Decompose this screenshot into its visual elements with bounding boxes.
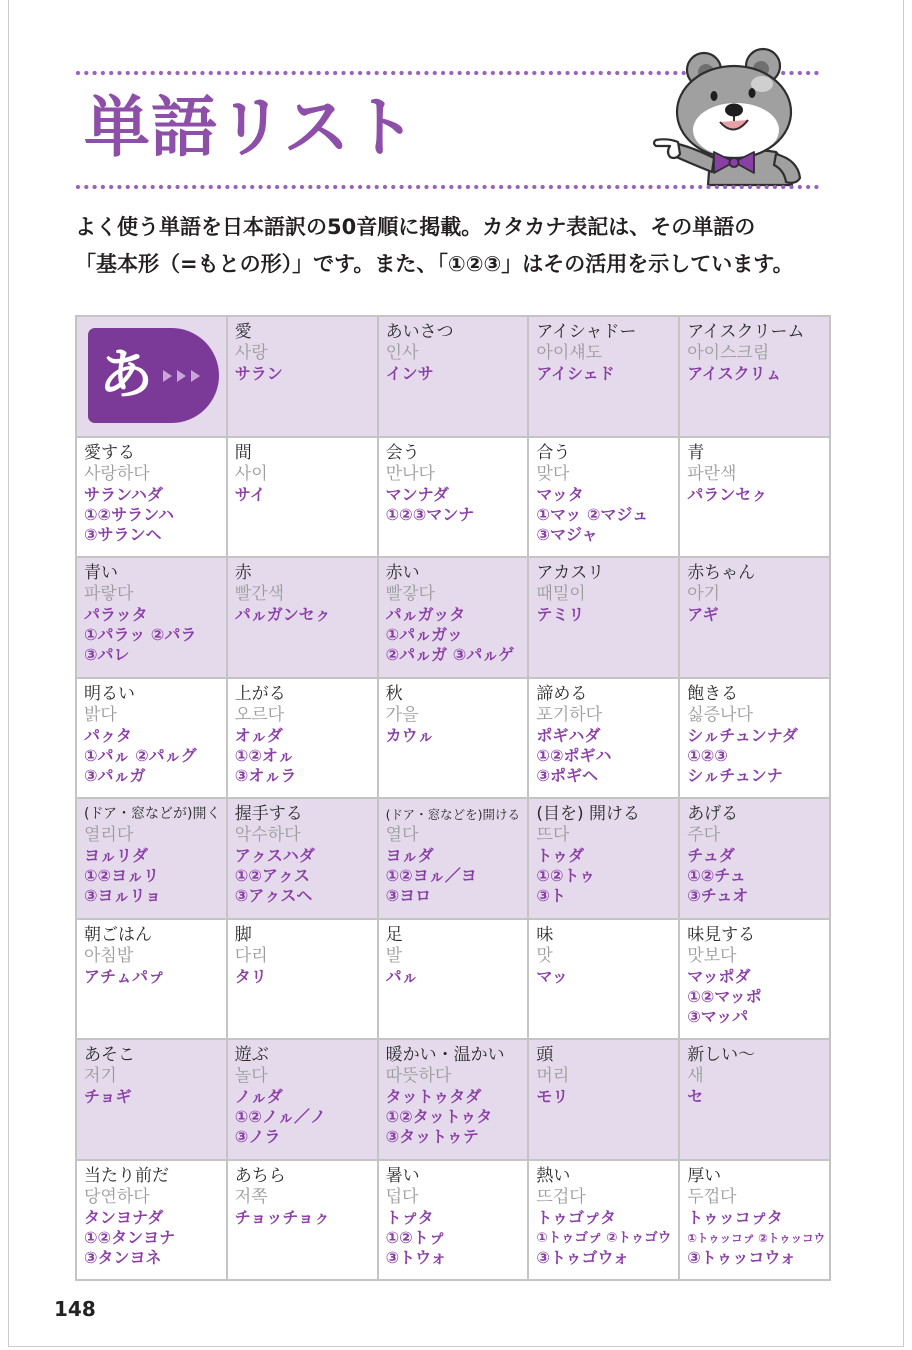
- korean-word: 열리다: [84, 825, 134, 845]
- katakana-reading: ①パㇽ ②パㇽグ: [84, 745, 197, 765]
- word-entry: [680, 679, 831, 800]
- japanese-word: 秋: [385, 683, 403, 704]
- word-entry: [228, 317, 379, 438]
- japanese-word: 遊ぶ: [234, 1045, 269, 1065]
- korean-word: 포기하다: [536, 704, 603, 725]
- korean-word: 맛보다: [687, 945, 737, 966]
- korean-word: 아기: [687, 584, 721, 604]
- korean-word: 악수하다: [234, 825, 301, 845]
- katakana-reading: カウㇽ: [385, 725, 434, 745]
- katakana-reading: トゥゴㇷ゚タ: [536, 1207, 616, 1227]
- japanese-word: 足: [385, 924, 403, 945]
- katakana-reading: パㇽガッタ: [385, 605, 466, 624]
- katakana-reading: ①②オㇽ: [234, 745, 294, 765]
- korean-word: 아이스크림: [687, 343, 770, 363]
- korean-word: 당연하다: [84, 1186, 150, 1207]
- katakana-reading: アㇰスハダ: [234, 846, 315, 865]
- korean-word: 빨간색: [234, 584, 285, 604]
- korean-word: 새: [687, 1066, 704, 1086]
- korean-word: 사랑하다: [84, 463, 150, 484]
- word-entry: [529, 438, 680, 559]
- section-kana: あ: [99, 343, 153, 406]
- katakana-reading: アイスクリㇺ: [687, 364, 782, 383]
- katakana-reading: ①②アㇰス: [234, 866, 310, 885]
- word-entry: [379, 1161, 530, 1282]
- korean-word: 맛: [536, 945, 553, 966]
- katakana-reading: ポギハダ: [536, 725, 601, 745]
- word-entry: [379, 558, 530, 679]
- word-entry: [379, 799, 530, 920]
- word-entry: [680, 920, 831, 1041]
- korean-word: 발: [385, 945, 403, 966]
- word-entry: [680, 1161, 831, 1282]
- word-entry: [379, 1040, 530, 1161]
- section-tab-cell: [77, 317, 228, 438]
- katakana-reading: ①パラッ ②パラ: [84, 625, 197, 644]
- japanese-word: 愛: [234, 322, 252, 342]
- triangle-arrows-icon: [163, 369, 205, 383]
- katakana-reading: ヨㇽダ: [385, 846, 434, 865]
- japanese-word: 脚: [234, 924, 252, 945]
- japanese-word: あちら: [234, 1165, 286, 1186]
- korean-word: 아침밥: [84, 945, 134, 966]
- korean-word: 밝다: [84, 704, 117, 725]
- japanese-word: あいさつ: [385, 322, 454, 342]
- korean-word: 머리: [536, 1066, 570, 1086]
- katakana-reading: ②パㇽガ ③パㇽゲ: [385, 645, 515, 664]
- katakana-reading: セ: [687, 1087, 704, 1106]
- japanese-word: 暖かい・温かい: [385, 1045, 505, 1065]
- japanese-word: (目を) 開ける: [536, 804, 641, 824]
- word-entry: [680, 799, 831, 920]
- japanese-word: アイシャドー: [536, 322, 637, 342]
- word-entry: [228, 1161, 379, 1282]
- japanese-word: 明るい: [84, 683, 135, 704]
- intro-text-line: 「基本形（=もとの形）」です。また、「①②③」はその活用を示しています。: [75, 252, 794, 276]
- katakana-reading: マッ: [536, 966, 568, 986]
- katakana-reading: ①②マッポ: [687, 986, 762, 1006]
- katakana-reading: チョッチョㇰ: [234, 1207, 330, 1227]
- korean-word: 싫증나다: [687, 704, 753, 725]
- korean-word: 파란색: [687, 463, 737, 484]
- word-entry: [379, 317, 530, 438]
- korean-word: 파랗다: [84, 584, 134, 604]
- bear-mascot-icon: [650, 42, 810, 187]
- japanese-word: 頭: [536, 1045, 554, 1065]
- katakana-reading: ①②タットゥタ: [385, 1107, 493, 1126]
- katakana-reading: トゥダ: [536, 846, 584, 865]
- katakana-reading: ①②サランハ: [84, 504, 174, 524]
- japanese-word: あそこ: [84, 1045, 135, 1065]
- katakana-reading: ③タンヨネ: [84, 1247, 162, 1267]
- japanese-word: 赤い: [385, 563, 420, 583]
- word-entry: [228, 799, 379, 920]
- word-entry: [529, 799, 680, 920]
- word-entry: [680, 438, 831, 559]
- katakana-reading: ①トゥゴㇷ゚ ②トゥゴウ: [536, 1229, 672, 1246]
- korean-word: 뜨겁다: [536, 1186, 586, 1207]
- word-entry: [529, 1040, 680, 1161]
- japanese-word: 赤: [234, 563, 252, 583]
- dotted-rule-bottom: [75, 184, 821, 190]
- japanese-word: 握手する: [234, 804, 303, 824]
- katakana-reading: ③トゥゴウォ: [536, 1247, 629, 1267]
- word-entry: [77, 558, 228, 679]
- korean-word: 오르다: [234, 704, 285, 725]
- katakana-reading: ③トウォ: [385, 1247, 447, 1267]
- korean-word: 사이: [234, 463, 268, 484]
- katakana-reading: パラッタ: [84, 605, 148, 624]
- katakana-reading: パランセㇰ: [687, 484, 768, 504]
- word-entry: [228, 558, 379, 679]
- katakana-reading: ③マッパ: [687, 1006, 749, 1026]
- japanese-word: 赤ちゃん: [687, 563, 756, 583]
- page-number: 148: [54, 1297, 96, 1321]
- korean-word: 맞다: [536, 463, 570, 484]
- katakana-reading: ノㇽダ: [234, 1087, 283, 1106]
- katakana-reading: ③ヨロ: [385, 886, 432, 905]
- japanese-word: 暑い: [385, 1165, 420, 1186]
- katakana-reading: ③パレ: [84, 645, 130, 664]
- katakana-reading: ヨㇽリダ: [84, 846, 149, 865]
- korean-word: 빨갛다: [385, 584, 435, 604]
- katakana-reading: タンヨナダ: [84, 1207, 164, 1227]
- katakana-reading: モリ: [536, 1087, 569, 1106]
- katakana-reading: サイ: [234, 484, 266, 504]
- katakana-reading: ①②タンヨナ: [84, 1227, 176, 1247]
- word-entry: [77, 438, 228, 559]
- word-entry: [228, 1040, 379, 1161]
- katakana-reading: アイシェド: [536, 364, 615, 383]
- katakana-reading: アチㇺパㇷ゚: [84, 966, 165, 986]
- japanese-word: 味: [536, 924, 554, 945]
- katakana-reading: インサ: [385, 364, 434, 383]
- katakana-reading: ③ノラ: [234, 1127, 281, 1146]
- japanese-word: 合う: [536, 442, 571, 463]
- japanese-word: 新しい〜: [687, 1045, 756, 1065]
- japanese-word: あげる: [687, 804, 739, 824]
- japanese-word: 熱い: [536, 1165, 571, 1186]
- korean-word: 덥다: [385, 1186, 419, 1207]
- katakana-reading: ①②チュ: [687, 866, 746, 885]
- korean-word: 따뜻하다: [385, 1066, 452, 1086]
- katakana-reading: シㇽチュンナ: [687, 765, 783, 785]
- katakana-reading: ①②ノㇽ／ノ: [234, 1107, 326, 1126]
- katakana-reading: タリ: [234, 966, 267, 986]
- word-entry: [77, 679, 228, 800]
- katakana-reading: ③ヨㇽリョ: [84, 886, 162, 905]
- katakana-reading: ③トゥッコウォ: [687, 1247, 796, 1267]
- korean-word: 놀다: [234, 1066, 268, 1086]
- japanese-word: 青い: [84, 563, 118, 583]
- japanese-word: 諦める: [536, 683, 588, 704]
- katakana-reading: アギ: [687, 605, 719, 624]
- korean-word: 인사: [385, 343, 419, 363]
- japanese-word: アカスリ: [536, 563, 605, 583]
- japanese-word: (ドア・窓などを)開ける: [385, 807, 520, 822]
- katakana-reading: ①②トゥ: [536, 866, 596, 885]
- japanese-word: 上がる: [234, 683, 286, 704]
- katakana-reading: ③オㇽラ: [234, 765, 297, 785]
- korean-word: 때밀이: [536, 584, 586, 604]
- katakana-reading: シㇽチュンナダ: [687, 725, 798, 745]
- word-entry: [77, 799, 228, 920]
- japanese-word: 厚い: [687, 1165, 722, 1186]
- word-entry: [77, 920, 228, 1041]
- word-entry: [680, 1040, 831, 1161]
- katakana-reading: パㇽ: [385, 966, 418, 986]
- intro-text-line: よく使う単語を日本語訳の50音順に掲載。カタカナ表記は、その単語の: [75, 215, 756, 239]
- katakana-reading: サラン: [234, 364, 283, 383]
- katakana-reading: ①マッ ②マジュ: [536, 504, 649, 524]
- katakana-reading: ①②③マンナ: [385, 504, 475, 524]
- word-entry: [379, 679, 530, 800]
- katakana-reading: マッタ: [536, 484, 584, 504]
- katakana-reading: ③マジャ: [536, 524, 598, 544]
- katakana-reading: ①トゥッコㇷ゚ ②トゥッコウ: [687, 1230, 826, 1245]
- korean-word: 사랑: [234, 343, 268, 363]
- katakana-reading: サランハダ: [84, 484, 163, 504]
- katakana-reading: ③アㇰスヘ: [234, 886, 313, 905]
- katakana-reading: マンナダ: [385, 484, 449, 504]
- korean-word: 주다: [687, 825, 721, 845]
- japanese-word: 当たり前だ: [84, 1165, 169, 1186]
- word-entry: [680, 558, 831, 679]
- word-entry: [77, 1161, 228, 1282]
- korean-word: 열다: [385, 825, 419, 845]
- katakana-reading: トゥッコㇷ゚タ: [687, 1207, 783, 1227]
- korean-word: 아이섀도: [536, 343, 603, 363]
- japanese-word: 愛する: [84, 442, 135, 463]
- katakana-reading: ③パㇽガ: [84, 765, 146, 785]
- katakana-reading: ①②ポギハ: [536, 745, 612, 765]
- katakana-reading: ③タットゥテ: [385, 1127, 479, 1146]
- japanese-word: 味見する: [687, 924, 756, 945]
- katakana-reading: ①②ヨㇽ／ヨ: [385, 866, 477, 885]
- korean-word: 가을: [385, 704, 419, 725]
- korean-word: 다리: [234, 945, 268, 966]
- katakana-reading: チョギ: [84, 1087, 132, 1106]
- japanese-word: 間: [234, 442, 252, 463]
- section-tab: [88, 328, 219, 423]
- word-entry: [529, 317, 680, 438]
- word-entry: [228, 679, 379, 800]
- word-entry: [228, 438, 379, 559]
- word-entry: [529, 679, 680, 800]
- katakana-reading: ③チュオ: [687, 886, 749, 905]
- japanese-word: 飽きる: [687, 683, 739, 704]
- katakana-reading: ③ポギヘ: [536, 765, 598, 785]
- page-title: 単語リスト: [84, 89, 418, 166]
- word-entry: [680, 317, 831, 438]
- japanese-word: 会う: [385, 442, 420, 463]
- katakana-reading: パㇽガンセㇰ: [234, 605, 331, 624]
- word-entry: [379, 438, 530, 559]
- japanese-word: アイスクリーム: [687, 322, 805, 342]
- katakana-reading: ①②トㇷ゚: [385, 1227, 445, 1247]
- katakana-reading: オㇽダ: [234, 725, 283, 745]
- katakana-reading: テミリ: [536, 605, 585, 624]
- katakana-reading: パㇰタ: [84, 725, 133, 745]
- japanese-word: 青: [687, 442, 705, 463]
- word-entry: [379, 920, 530, 1041]
- word-entry: [529, 1161, 680, 1282]
- katakana-reading: チュダ: [687, 846, 735, 865]
- korean-word: 두껍다: [687, 1186, 737, 1207]
- word-entry: [228, 920, 379, 1041]
- katakana-reading: トㇷ゚タ: [385, 1207, 434, 1227]
- katakana-reading: マッポダ: [687, 966, 751, 986]
- korean-word: 저기: [84, 1066, 117, 1086]
- katakana-reading: ③ト: [536, 886, 566, 905]
- katakana-reading: ①②③: [687, 745, 728, 765]
- katakana-reading: ①パㇽガッ: [385, 625, 463, 644]
- katakana-reading: ①②ヨㇽリ: [84, 866, 160, 885]
- word-entry: [77, 1040, 228, 1161]
- japanese-word: 朝ごはん: [84, 924, 152, 945]
- katakana-reading: ③サランヘ: [84, 524, 162, 544]
- word-entry: [529, 920, 680, 1041]
- japanese-word: (ドア・窓などが)開く: [84, 806, 221, 822]
- korean-word: 뜨다: [536, 825, 570, 845]
- katakana-reading: タットゥタダ: [385, 1087, 482, 1106]
- korean-word: 만나다: [385, 463, 435, 484]
- word-list-table: [75, 315, 831, 1281]
- korean-word: 저쪽: [234, 1186, 268, 1207]
- word-entry: [529, 558, 680, 679]
